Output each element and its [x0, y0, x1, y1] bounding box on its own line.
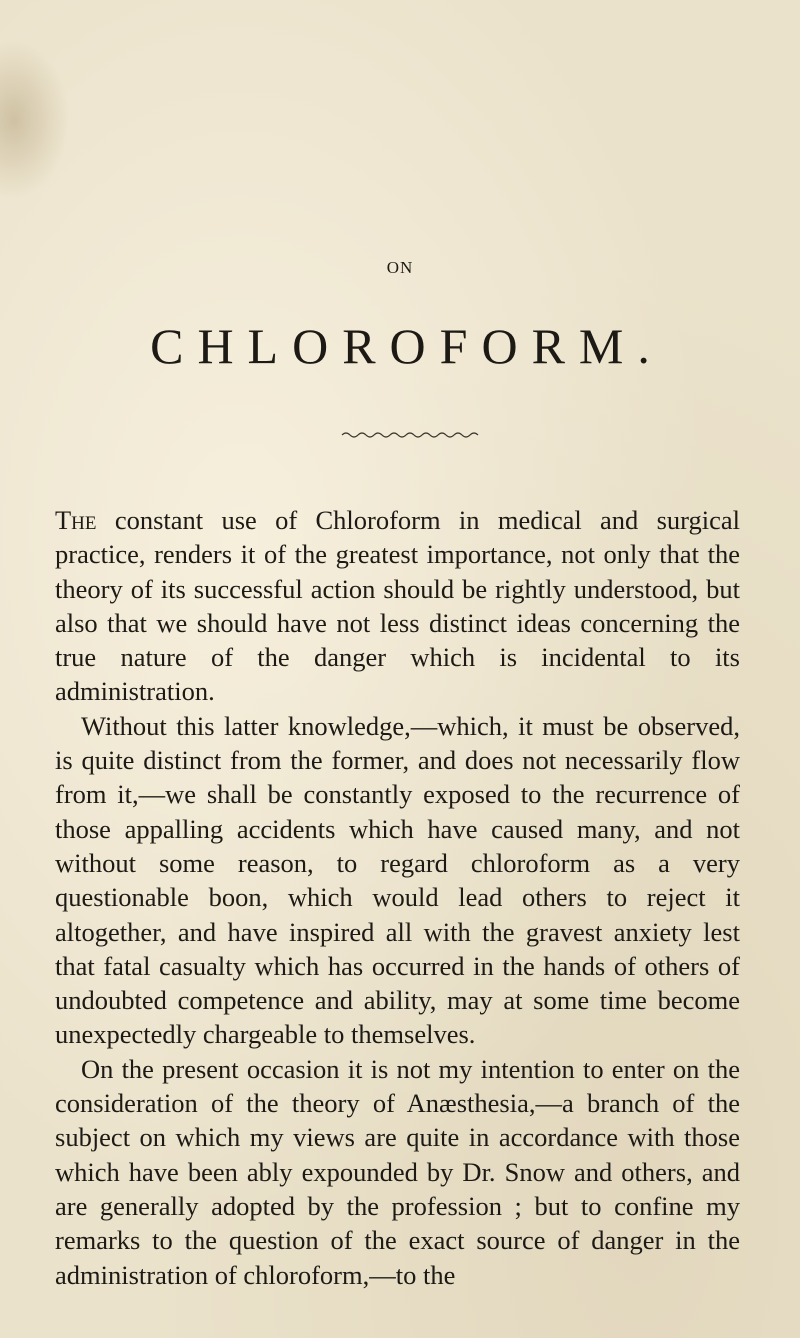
paragraph-text: constant use of Chloroform in medical and surgical practice, renders it of the greatest importance, not only that the theory of its successful action should be rightly understood, but also that we should have not less distinct ideas concerning the true nature of the danger which is incidental to its administration. [55, 505, 740, 707]
body-text [55, 503, 740, 1292]
page-stain [0, 40, 70, 200]
pre-title: ON [386, 258, 414, 277]
paragraph-lead: The [55, 505, 97, 535]
decorative-rule [340, 430, 480, 438]
paragraph-1 [55, 503, 740, 709]
paragraph-2: Without this latter knowledge,—which, it must be observed, is quite distinct from the former, and does not necessarily flow from it,—we shall be constantly exposed to the recurrence of those appalling accidents which have caused many, and not without some reason, to regard chloroform as a very questionable boon, which would lead others to reject it altogether, and have inspired all with the gravest anxiety lest that fatal casualty which has occurred in the hands of others of undoubted competence and ability, may at some time become unexpectedly chargeable to themselves. [55, 710, 740, 1050]
chapter-title: CHLOROFORM. [150, 318, 664, 374]
paragraph-3: On the present occasion it is not my intention to enter on the consideration of the theory of Anæsthesia,—a branch of the subject on which my views are quite in accordance with those which have been ably expounded by Dr. Snow and others, and are generally adopted by the profession ; but to confine my remarks to the question of the exact source of danger in the administration of chloroform,—to the [55, 1053, 740, 1290]
